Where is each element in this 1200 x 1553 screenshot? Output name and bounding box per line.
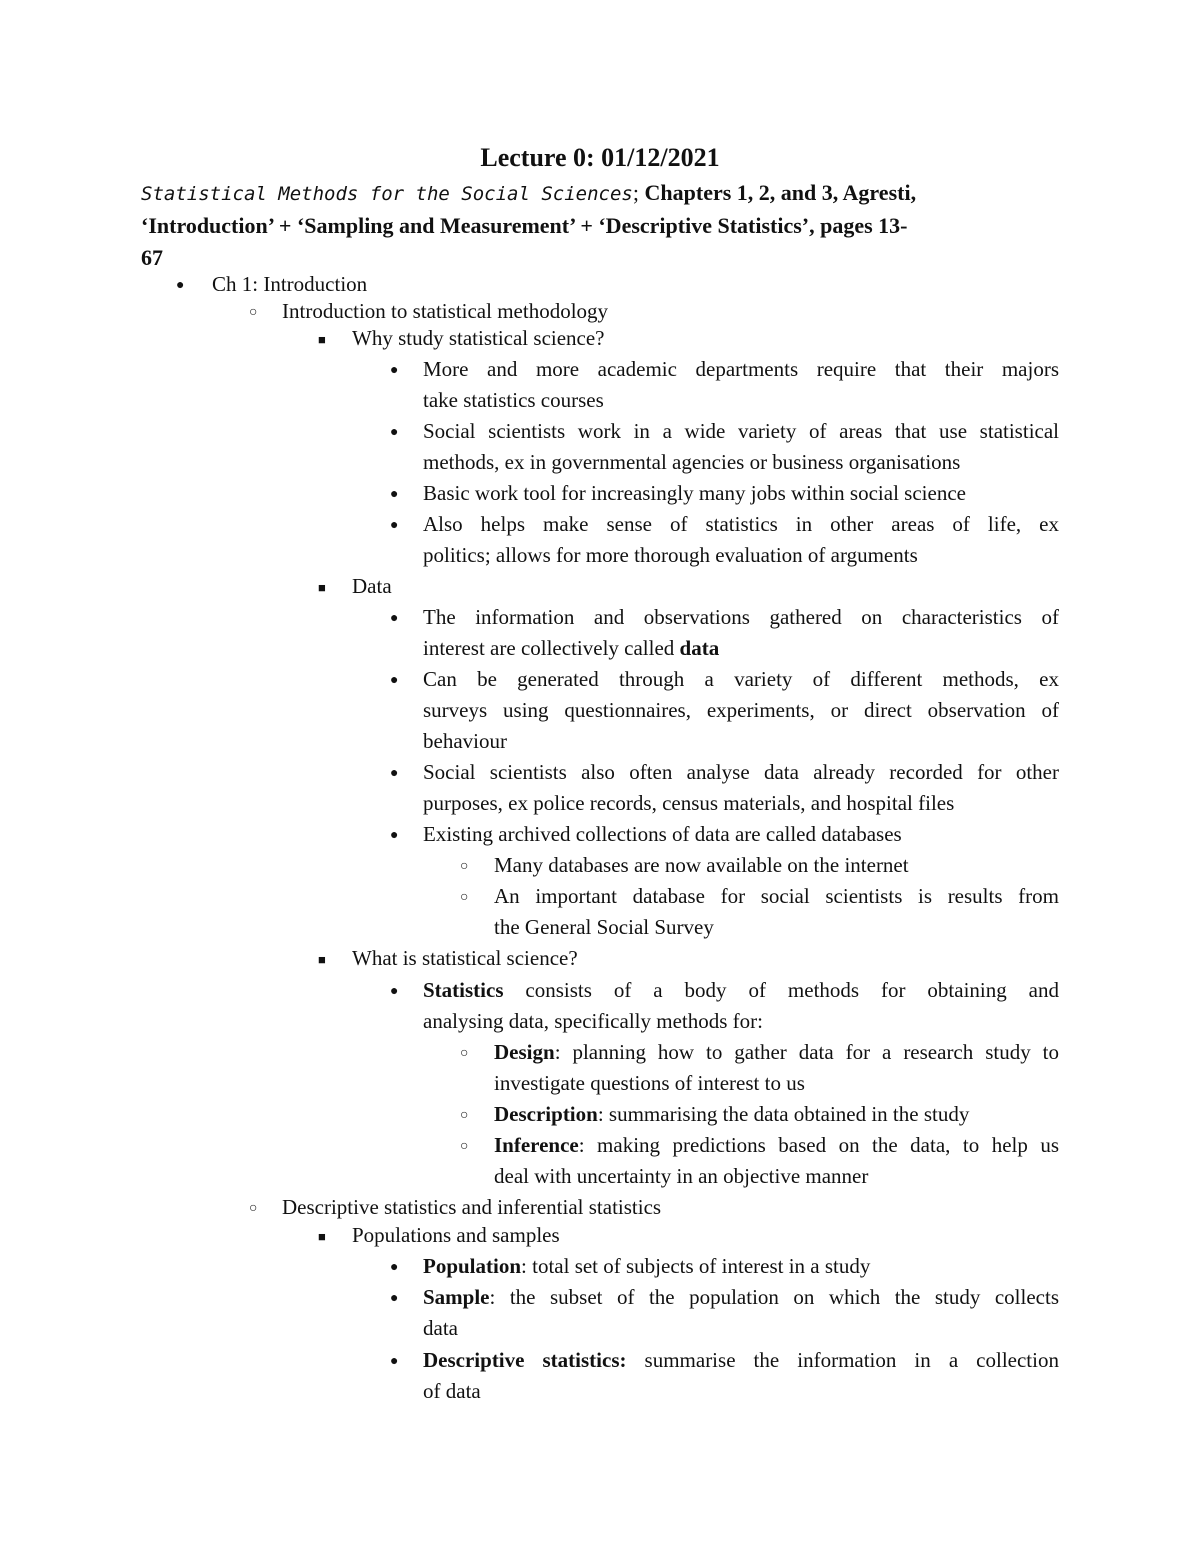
hollow-bullet-icon: ○ [460,1046,469,1061]
hollow-bullet-icon: ○ [249,1201,258,1216]
filled-bullet-icon: ● [390,611,399,626]
subtitle-page-end: 67 [141,245,163,270]
data-item-1-line-2 [423,633,719,664]
data-item-4-sub-2-line-2: the General Social Survey [494,915,714,939]
description-text: : summarising the data obtained in the study [597,1102,970,1126]
data-item-1-line-1: The information and observations gathered on characteristics of [423,605,1059,629]
description-term: Description [494,1102,598,1126]
subtitle-separator: ; [632,180,640,205]
outline-ch1: Ch 1: Introduction [212,272,368,296]
why-item-2-line-2: methods, ex in governmental agencies or business organisations [423,450,961,474]
data-item-2-line-3: behaviour [423,729,507,753]
design-text: : planning how to gather data for a research study to [554,1040,1059,1064]
data-item-1-text: interest are collectively called [423,636,680,660]
statistics-text: consists of a body of methods for obtaining and [503,978,1059,1002]
why-item-2-line-1: Social scientists work in a wide variety of areas that use statistical [423,419,1059,443]
hollow-bullet-icon: ○ [249,305,258,320]
subtitle-chapter-names: ‘Introduction’ + ‘Sampling and Measurement’ + ‘Descriptive Statistics’, pages 13- [141,213,908,238]
data-item-2-line-2: surveys using questionnaires, experiments, or direct observation of [423,698,1059,722]
inference-line-1 [494,1130,1059,1161]
lecture-title: Lecture 0: 01/12/2021 [480,143,720,172]
data-term: data [679,636,720,660]
filled-bullet-icon: ● [390,766,399,781]
why-item-1-line-1: More and more academic departments require that their majors [423,357,1059,381]
outline-what-is: What is statistical science? [352,946,578,970]
square-bullet-icon: ■ [318,580,326,595]
design-line-1 [494,1037,1059,1068]
data-item-3-line-2: purposes, ex police records, census materials, and hospital files [423,791,955,815]
outline-desc-inf: Descriptive statistics and inferential statistics [282,1195,662,1219]
inference-term: Inference [494,1133,579,1157]
sample-text: : the subset of the population on which the study collects [489,1285,1059,1309]
outline-pop-samples: Populations and samples [352,1223,560,1247]
statistics-line-2: analysing data, specifically methods for: [423,1009,763,1033]
data-item-4-sub-1: Many databases are now available on the internet [494,853,909,877]
filled-bullet-icon: ● [176,278,185,293]
sample-term: Sample [423,1285,490,1309]
inference-line-2: deal with uncertainty in an objective manner [494,1164,869,1188]
data-item-4: Existing archived collections of data are called databases [423,822,902,846]
lecture-subtitle [141,177,1059,274]
filled-bullet-icon: ● [390,673,399,688]
filled-bullet-icon: ● [390,1260,399,1275]
descriptive-stats-line-2: of data [423,1379,481,1403]
filled-bullet-icon: ● [390,1354,399,1369]
descriptive-stats-line-1 [423,1345,1059,1376]
data-item-4-sub-2-line-1: An important database for social scientists is results from [494,884,1059,908]
population-line [423,1251,870,1282]
sample-line-2: data [423,1316,458,1340]
filled-bullet-icon: ● [390,363,399,378]
statistics-term: Statistics [423,978,504,1002]
inference-text: : making predictions based on the data, to help us [578,1133,1059,1157]
filled-bullet-icon: ● [390,828,399,843]
data-item-2-line-1: Can be generated through a variety of different methods, ex [423,667,1059,691]
design-line-2: investigate questions of interest to us [494,1071,805,1095]
why-item-1-line-2: take statistics courses [423,388,604,412]
filled-bullet-icon: ● [390,984,399,999]
square-bullet-icon: ■ [318,952,326,967]
why-item-4-line-1: Also helps make sense of statistics in other areas of life, ex [423,512,1059,536]
square-bullet-icon: ■ [318,332,326,347]
why-item-4-line-2: politics; allows for more thorough evaluation of arguments [423,543,918,567]
design-term: Design [494,1040,555,1064]
why-item-3: Basic work tool for increasingly many jobs within social science [423,481,966,505]
data-item-3-line-1: Social scientists also often analyse data already recorded for other [423,760,1059,784]
hollow-bullet-icon: ○ [460,1139,469,1154]
book-title: Statistical Methods for the Social Sciences [141,183,633,205]
outline-intro-methodology: Introduction to statistical methodology [282,299,609,323]
subtitle-chapters: Chapters 1, 2, and 3, Agresti, [639,180,917,205]
filled-bullet-icon: ● [390,518,399,533]
descriptive-stats-text: summarise the information in a collection [626,1348,1059,1372]
sample-line-1 [423,1282,1059,1313]
description-line [494,1099,969,1130]
filled-bullet-icon: ● [390,487,399,502]
outline-data: Data [352,574,392,598]
population-text: : total set of subjects of interest in a study [521,1254,871,1278]
population-term: Population [423,1254,522,1278]
hollow-bullet-icon: ○ [460,890,469,905]
statistics-line-1 [423,975,1059,1006]
filled-bullet-icon: ● [390,1291,399,1306]
filled-bullet-icon: ● [390,425,399,440]
hollow-bullet-icon: ○ [460,1108,469,1123]
square-bullet-icon: ■ [318,1229,326,1244]
descriptive-stats-term: Descriptive statistics: [423,1348,627,1372]
outline-why-study: Why study statistical science? [352,326,605,350]
hollow-bullet-icon: ○ [460,859,469,874]
